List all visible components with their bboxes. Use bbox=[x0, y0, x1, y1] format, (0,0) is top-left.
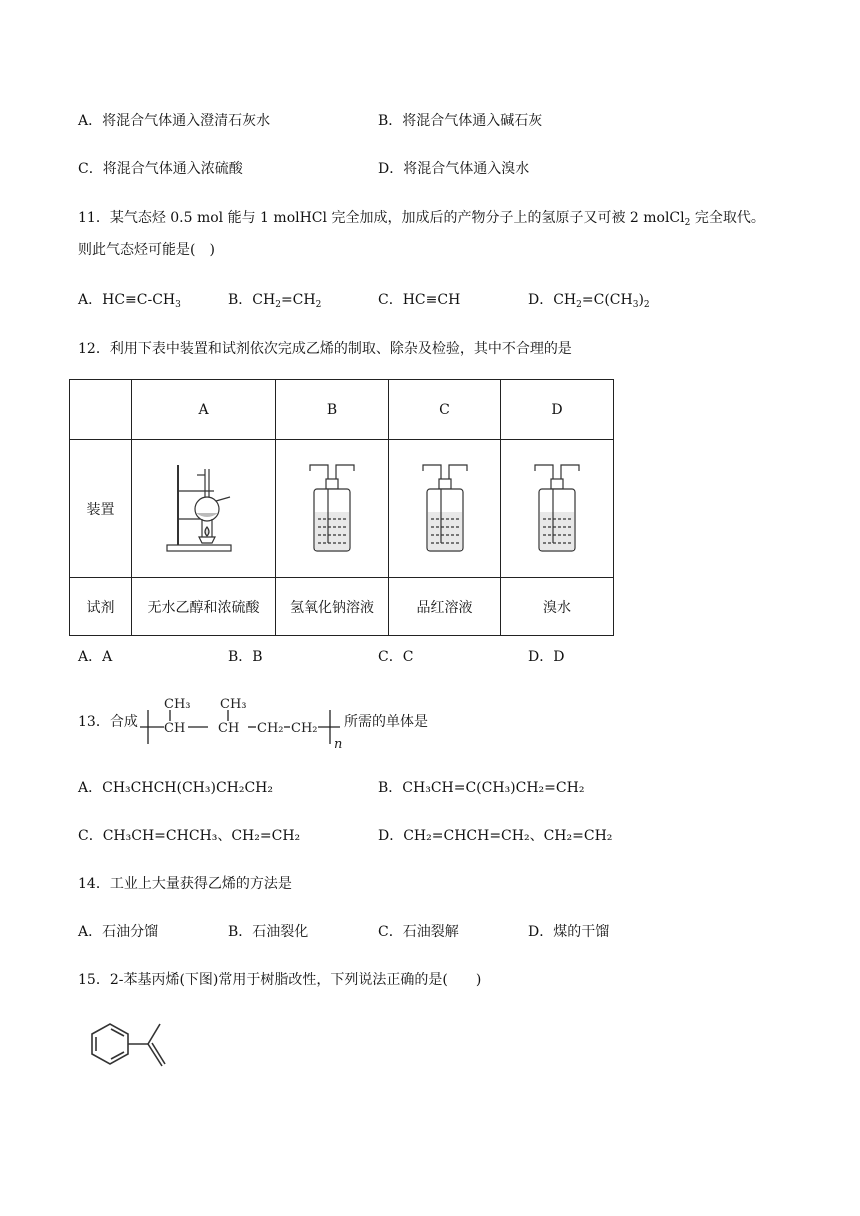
q12-option-b: B．B bbox=[228, 649, 263, 665]
formula-ch-1: CH bbox=[164, 721, 186, 736]
q13-option-d: D．CH₂=CHCH=CH₂、CH₂=CH₂ bbox=[378, 828, 613, 844]
table-header-c: C bbox=[389, 380, 501, 440]
formula-ch-2: CH bbox=[218, 721, 240, 736]
q11-option-d: D．$CH_2=C(CH_3)_2$ bbox=[528, 292, 650, 310]
q11-stem-line2: 则此气态烃可能是( ) bbox=[78, 242, 215, 258]
table-header-a: A bbox=[132, 380, 276, 440]
q11-option-a: A．$HC\equiv C-CH_3$ bbox=[78, 292, 181, 310]
gas-washing-bottle-icon bbox=[415, 457, 475, 557]
reagent-a: 无水乙醇和浓硫酸 bbox=[132, 578, 276, 636]
apparatus-c-cell bbox=[389, 440, 501, 578]
reagent-b: 氢氧化钠溶液 bbox=[276, 578, 389, 636]
formula-ch3-2: CH₃ bbox=[220, 697, 247, 712]
q13-option-a: A．CH₃CHCH(CH₃)CH₂CH₂ bbox=[78, 780, 274, 796]
reagent-c: 品红溶液 bbox=[389, 578, 501, 636]
q14-stem: 14．工业上大量获得乙烯的方法是 bbox=[78, 876, 292, 892]
apparatus-d-cell bbox=[501, 440, 614, 578]
formula-ch3-1: CH₃ bbox=[164, 697, 191, 712]
gas-washing-bottle-icon bbox=[302, 457, 362, 557]
q13-stem-post: 所需的单体是 bbox=[344, 714, 428, 730]
q10-option-d: D．将混合气体通入溴水 bbox=[378, 161, 530, 177]
q12-stem: 12．利用下表中装置和试剂依次完成乙烯的制取、除杂及检验，其中不合理的是 bbox=[78, 341, 572, 357]
q10-option-c: C．将混合气体通入浓硫酸 bbox=[78, 161, 243, 177]
distillation-apparatus-icon bbox=[154, 457, 254, 557]
apparatus-b-cell bbox=[276, 440, 389, 578]
q10-option-a: A．将混合气体通入澄清石灰水 bbox=[78, 113, 271, 129]
formula-n: n bbox=[334, 737, 343, 750]
apparatus-table bbox=[69, 379, 614, 636]
polymer-formula bbox=[136, 690, 344, 750]
q13-option-c: C．CH₃CH=CHCH₃、CH₂=CH₂ bbox=[78, 828, 301, 844]
reagent-d: 溴水 bbox=[501, 578, 614, 636]
gas-washing-bottle-icon bbox=[527, 457, 587, 557]
q14-option-d: D．煤的干馏 bbox=[528, 924, 610, 940]
q11-option-c: C．HC≡CH bbox=[378, 292, 461, 308]
q12-option-c: C．C bbox=[378, 649, 414, 665]
q14-option-a: A．石油分馏 bbox=[78, 924, 159, 940]
q12-option-a: A．A bbox=[78, 649, 113, 665]
benzene-ring-icon bbox=[84, 1018, 180, 1074]
q15-stem: 15．2-苯基丙烯(下图)常用于树脂改性，下列说法正确的是( ) bbox=[78, 972, 482, 988]
q13-option-b: B．CH₃CH=C(CH₃)CH₂=CH₂ bbox=[378, 780, 585, 796]
q14-option-c: C．石油裂解 bbox=[378, 924, 459, 940]
row-label-apparatus: 装置 bbox=[70, 440, 132, 578]
apparatus-a-cell bbox=[132, 440, 276, 578]
q11-option-b: B．$CH_2=CH_2$ bbox=[228, 292, 322, 310]
table-header-b: B bbox=[276, 380, 389, 440]
table-header-blank bbox=[70, 380, 132, 440]
q10-option-b: B．将混合气体通入碱石灰 bbox=[378, 113, 543, 129]
q11-stem: 11．某气态烃 0.5 mol 能与 1 molHCl 完全加成，加成后的产物分子上的氢原子又可被 2 molCl$_2$ 完全取代。 bbox=[78, 210, 765, 228]
q14-option-b: B．石油裂化 bbox=[228, 924, 309, 940]
formula-ch2-2: CH₂ bbox=[291, 721, 318, 736]
q12-option-d: D．D bbox=[528, 649, 565, 665]
table-header-d: D bbox=[501, 380, 614, 440]
row-label-reagent: 试剂 bbox=[70, 578, 132, 636]
formula-ch2-1: CH₂ bbox=[257, 721, 284, 736]
q13-stem-pre: 13．合成 bbox=[78, 714, 138, 730]
